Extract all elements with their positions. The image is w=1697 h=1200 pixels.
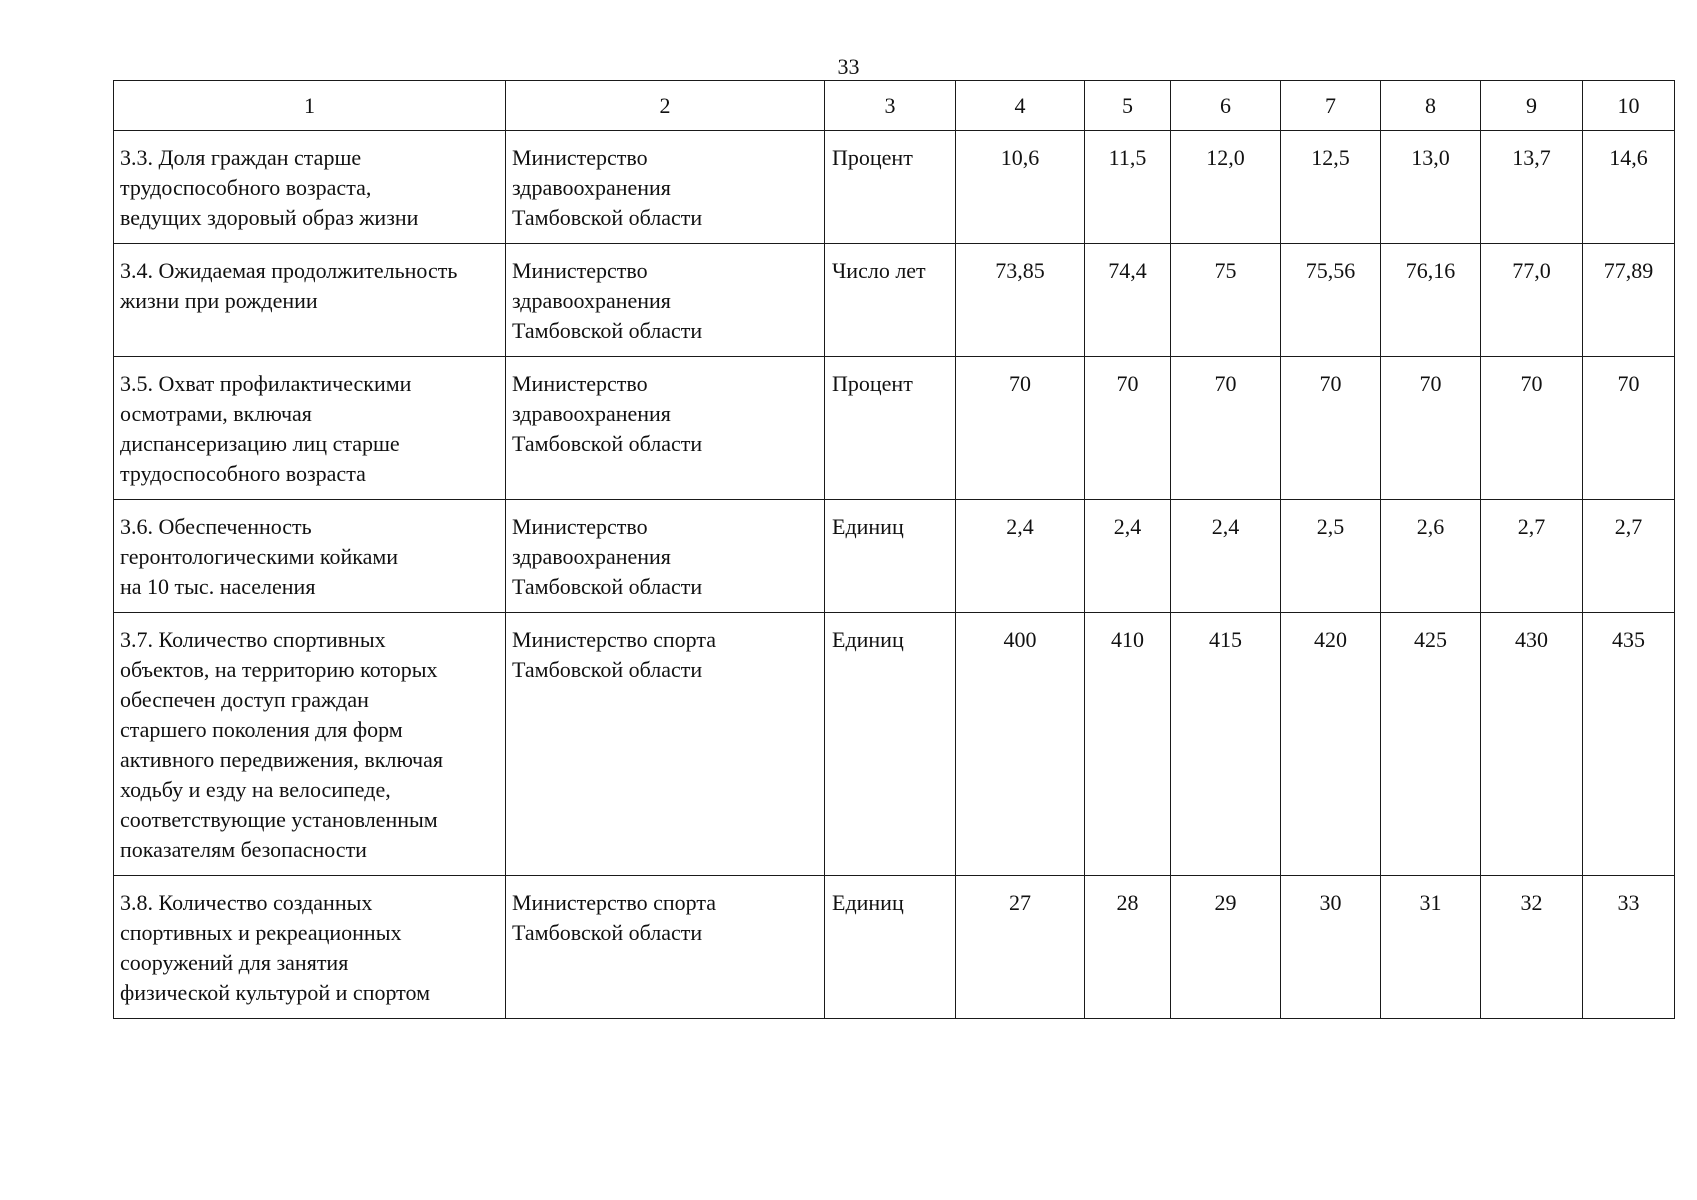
column-header: 1 bbox=[114, 81, 506, 131]
unit-of-measure: Процент bbox=[832, 371, 913, 396]
indicator-value-cell bbox=[956, 131, 1085, 244]
indicator-value-cell bbox=[1583, 876, 1675, 1019]
responsible-ministry-cell bbox=[506, 131, 825, 244]
indicator-value: 2,7 bbox=[1517, 514, 1546, 539]
indicator-value: 435 bbox=[1612, 627, 1645, 652]
page-number: 33 bbox=[837, 54, 860, 79]
indicator-value-cell bbox=[1481, 357, 1583, 500]
indicator-name-cell bbox=[114, 876, 506, 1019]
unit-of-measure-cell bbox=[825, 613, 956, 876]
indicator-name-cell bbox=[114, 500, 506, 613]
table-row bbox=[114, 244, 1675, 357]
indicator-name-cell bbox=[114, 131, 506, 244]
indicator-value: 32 bbox=[1520, 890, 1543, 915]
indicator-value-cell bbox=[1085, 131, 1171, 244]
indicator-value: 33 bbox=[1617, 890, 1640, 915]
indicator-value-cell bbox=[1085, 500, 1171, 613]
indicator-value-cell bbox=[1381, 500, 1481, 613]
indicator-value: 70 bbox=[1214, 371, 1237, 396]
indicator-value: 76,16 bbox=[1405, 258, 1456, 283]
indicator-value: 70 bbox=[1419, 371, 1442, 396]
column-header: 5 bbox=[1085, 81, 1171, 131]
table-row bbox=[114, 876, 1675, 1019]
indicator-value: 70 bbox=[1520, 371, 1543, 396]
indicator-name: 3.4. Ожидаемая продолжительность жизни при рождении bbox=[120, 258, 458, 313]
indicator-value: 2,5 bbox=[1316, 514, 1345, 539]
unit-of-measure: Число лет bbox=[832, 258, 926, 283]
indicator-value: 2,4 bbox=[1113, 514, 1142, 539]
unit-of-measure-cell bbox=[825, 357, 956, 500]
indicator-value-cell bbox=[956, 357, 1085, 500]
indicator-value: 70 bbox=[1617, 371, 1640, 396]
indicator-value-cell bbox=[1171, 131, 1281, 244]
indicator-name-cell bbox=[114, 244, 506, 357]
indicator-value: 13,0 bbox=[1411, 145, 1450, 170]
indicator-value-cell bbox=[1281, 500, 1381, 613]
indicator-value: 70 bbox=[1319, 371, 1342, 396]
column-header: 9 bbox=[1481, 81, 1583, 131]
column-header: 2 bbox=[506, 81, 825, 131]
table-row bbox=[114, 613, 1675, 876]
indicator-value: 10,6 bbox=[1000, 145, 1040, 170]
column-header: 6 bbox=[1171, 81, 1281, 131]
responsible-ministry: Министерство здравоохранения Тамбовской области bbox=[512, 258, 703, 343]
indicator-value-cell bbox=[1381, 131, 1481, 244]
indicator-value-cell bbox=[1481, 500, 1583, 613]
indicator-value: 2,6 bbox=[1416, 514, 1445, 539]
indicator-value-cell bbox=[1171, 357, 1281, 500]
indicator-value-cell bbox=[1171, 244, 1281, 357]
indicator-name: 3.3. Доля граждан старше трудоспособного возраста, ведущих здоровый образ жизни bbox=[120, 145, 419, 230]
indicator-value-cell bbox=[1171, 500, 1281, 613]
indicator-value-cell bbox=[1381, 876, 1481, 1019]
responsible-ministry: Министерство здравоохранения Тамбовской области bbox=[512, 145, 703, 230]
indicator-value: 75 bbox=[1214, 258, 1237, 283]
indicator-value-cell bbox=[1281, 613, 1381, 876]
indicator-value-cell bbox=[956, 876, 1085, 1019]
header-row bbox=[114, 81, 1675, 131]
responsible-ministry-cell bbox=[506, 357, 825, 500]
indicator-name: 3.7. Количество спортивных объектов, на территорию которых обеспечен доступ граждан старшего поколения для форм активного передвижения, включая ходьбу и езду на велосипеде, соответствующие установленным показателям безопасности bbox=[120, 627, 443, 862]
indicator-value: 12,0 bbox=[1206, 145, 1245, 170]
indicator-value-cell bbox=[1171, 876, 1281, 1019]
indicator-value: 425 bbox=[1414, 627, 1447, 652]
unit-of-measure-cell bbox=[825, 876, 956, 1019]
indicator-value: 31 bbox=[1419, 890, 1442, 915]
indicator-value-cell bbox=[1381, 244, 1481, 357]
column-header: 3 bbox=[825, 81, 956, 131]
indicator-value-cell bbox=[1583, 613, 1675, 876]
column-header: 7 bbox=[1281, 81, 1381, 131]
indicator-value: 14,6 bbox=[1609, 145, 1648, 170]
responsible-ministry-cell bbox=[506, 244, 825, 357]
indicator-value: 27 bbox=[1009, 890, 1031, 915]
table-row bbox=[114, 357, 1675, 500]
indicator-value: 410 bbox=[1111, 627, 1144, 652]
indicator-value: 70 bbox=[1009, 371, 1031, 396]
indicator-value-cell bbox=[956, 613, 1085, 876]
indicator-value-cell bbox=[1085, 876, 1171, 1019]
responsible-ministry-cell bbox=[506, 876, 825, 1019]
indicator-value: 75,56 bbox=[1305, 258, 1356, 283]
unit-of-measure: Единиц bbox=[832, 890, 904, 915]
indicator-name: 3.5. Охват профилактическими осмотрами, включая диспансеризацию лиц старше трудоспособного возраста bbox=[120, 371, 412, 486]
indicator-name-cell bbox=[114, 357, 506, 500]
indicator-value: 11,5 bbox=[1108, 145, 1147, 170]
table-row bbox=[114, 500, 1675, 613]
unit-of-measure: Единиц bbox=[832, 627, 904, 652]
responsible-ministry-cell bbox=[506, 613, 825, 876]
indicator-value: 77,0 bbox=[1512, 258, 1551, 283]
responsible-ministry: Министерство спорта Тамбовской области bbox=[512, 627, 717, 682]
indicator-value: 29 bbox=[1214, 890, 1237, 915]
indicator-value-cell bbox=[1583, 357, 1675, 500]
responsible-ministry-cell bbox=[506, 500, 825, 613]
indicator-value: 12,5 bbox=[1311, 145, 1350, 170]
indicator-value: 13,7 bbox=[1512, 145, 1551, 170]
indicator-value: 28 bbox=[1116, 890, 1139, 915]
unit-of-measure: Процент bbox=[832, 145, 913, 170]
column-header: 10 bbox=[1583, 81, 1675, 131]
indicator-value: 70 bbox=[1116, 371, 1139, 396]
responsible-ministry: Министерство спорта Тамбовской области bbox=[512, 890, 717, 945]
indicator-value: 400 bbox=[1003, 627, 1037, 652]
indicator-value-cell bbox=[1281, 244, 1381, 357]
column-header: 8 bbox=[1381, 81, 1481, 131]
indicator-name: 3.6. Обеспеченность геронтологическими койками на 10 тыс. населения bbox=[120, 514, 399, 599]
indicator-value-cell bbox=[1481, 244, 1583, 357]
indicator-value: 2,4 bbox=[1006, 514, 1034, 539]
indicator-value: 74,4 bbox=[1108, 258, 1147, 283]
responsible-ministry: Министерство здравоохранения Тамбовской области bbox=[512, 514, 703, 599]
indicator-value-cell bbox=[1481, 876, 1583, 1019]
indicator-value-cell bbox=[1583, 500, 1675, 613]
indicator-value: 77,89 bbox=[1603, 258, 1654, 283]
indicator-value-cell bbox=[1085, 244, 1171, 357]
indicator-value-cell bbox=[1381, 357, 1481, 500]
indicator-value: 415 bbox=[1209, 627, 1242, 652]
indicator-value: 2,7 bbox=[1614, 514, 1643, 539]
indicator-value-cell bbox=[1583, 244, 1675, 357]
indicator-value-cell bbox=[1281, 876, 1381, 1019]
column-header: 4 bbox=[956, 81, 1085, 131]
indicator-value-cell bbox=[1281, 131, 1381, 244]
unit-of-measure: Единиц bbox=[832, 514, 904, 539]
indicator-value-cell bbox=[956, 244, 1085, 357]
indicators-table bbox=[113, 80, 1675, 1019]
unit-of-measure-cell bbox=[825, 244, 956, 357]
indicator-value-cell bbox=[1481, 131, 1583, 244]
indicator-name: 3.8. Количество созданных спортивных и рекреационных сооружений для занятия физической культурой и спортом bbox=[120, 890, 431, 1005]
indicator-value-cell bbox=[1381, 613, 1481, 876]
indicator-value-cell bbox=[1171, 613, 1281, 876]
indicator-value-cell bbox=[956, 500, 1085, 613]
table-row bbox=[114, 131, 1675, 244]
indicator-value-cell bbox=[1281, 357, 1381, 500]
unit-of-measure-cell bbox=[825, 500, 956, 613]
indicator-name-cell bbox=[114, 613, 506, 876]
indicator-value-cell bbox=[1583, 131, 1675, 244]
unit-of-measure-cell bbox=[825, 131, 956, 244]
indicator-value: 2,4 bbox=[1211, 514, 1240, 539]
indicator-value-cell bbox=[1481, 613, 1583, 876]
responsible-ministry: Министерство здравоохранения Тамбовской области bbox=[512, 371, 703, 456]
indicator-value: 73,85 bbox=[995, 258, 1045, 283]
indicator-value-cell bbox=[1085, 613, 1171, 876]
indicator-value: 430 bbox=[1515, 627, 1548, 652]
indicator-value: 420 bbox=[1314, 627, 1347, 652]
indicator-value: 30 bbox=[1319, 890, 1342, 915]
indicator-value-cell bbox=[1085, 357, 1171, 500]
